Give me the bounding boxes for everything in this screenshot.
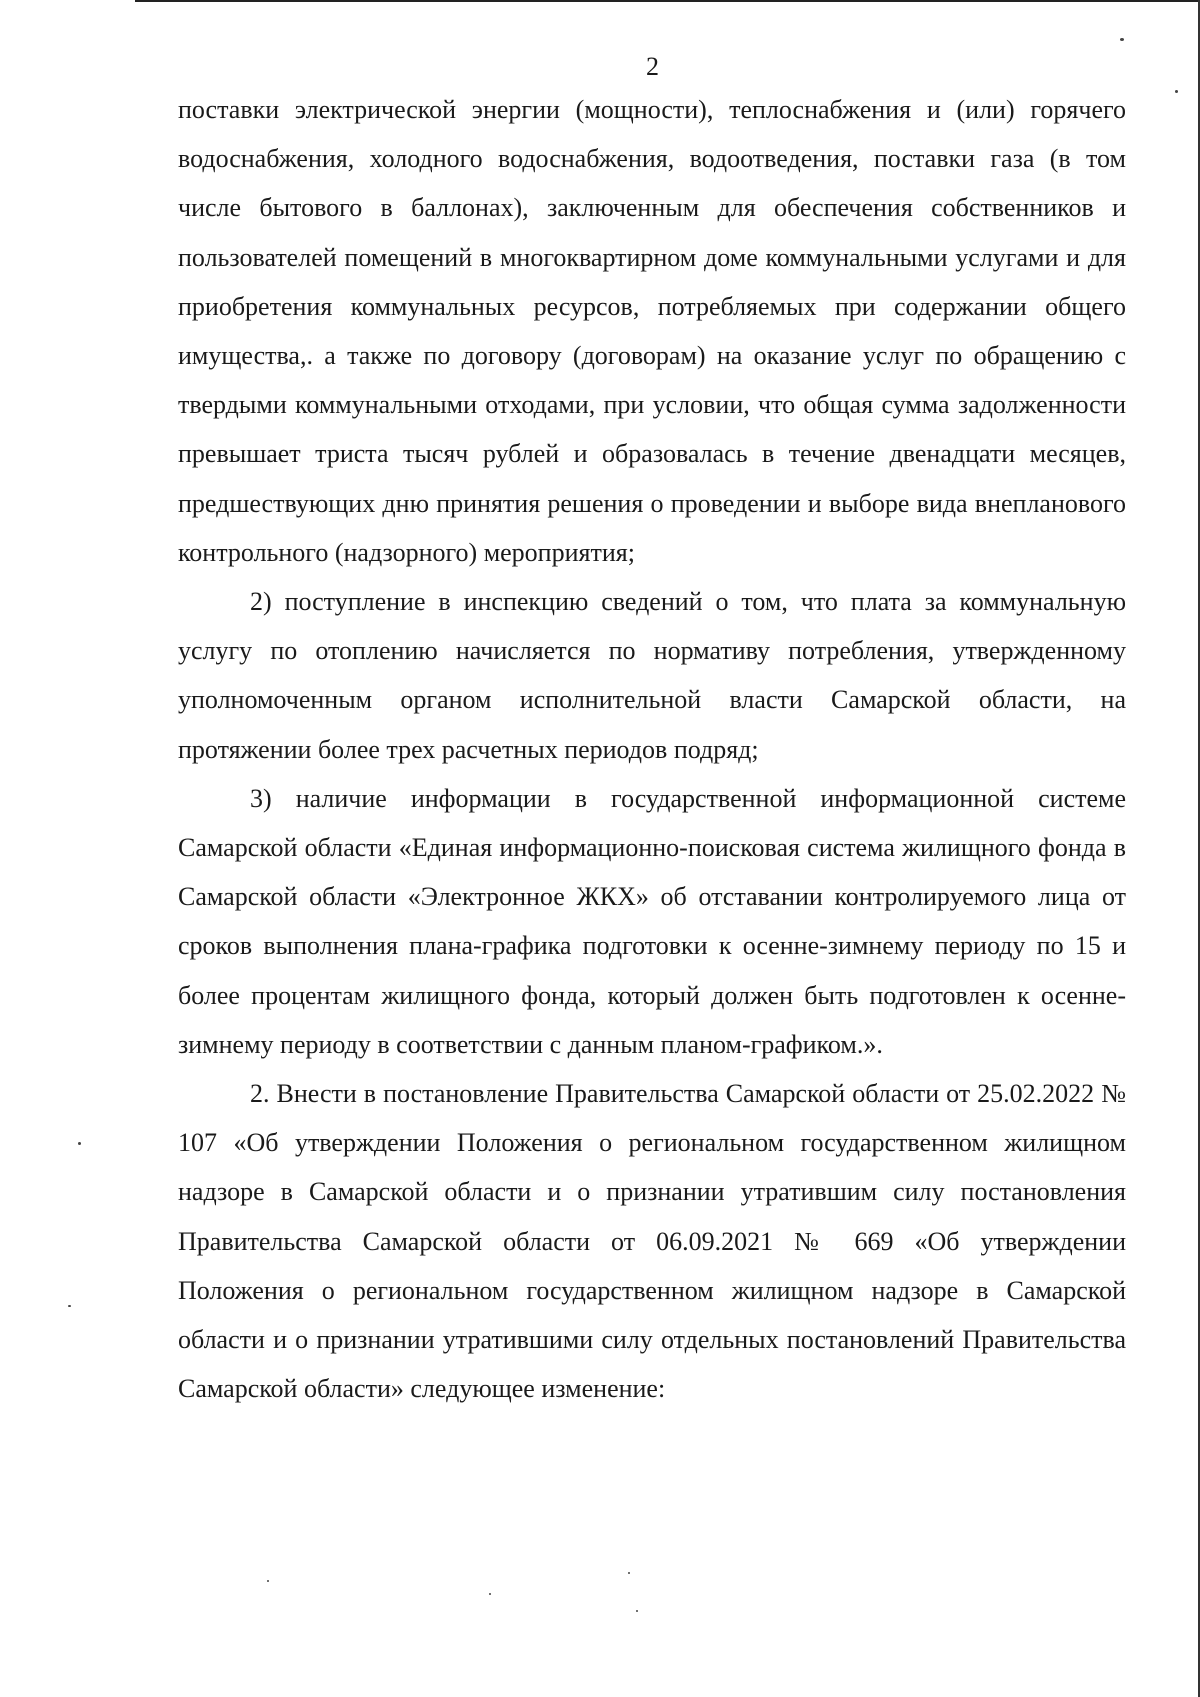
scan-speck [1175,90,1178,93]
scan-speck [489,1593,491,1595]
scan-speck [628,1572,630,1574]
paragraph-amendment: 2. Внести в постановление Правительства Самарской области от 25.02.2022 № 107 «Об утверждении Положения о региональном государственном жилищном надзоре в Самарской области и о признании утратившим силу постановления Правительства Самарской области от 06.09.2021 № 669 «Об утверждении Положения о региональном государственном жилищном надзоре в Самарской области и о признании утратившими силу отдельных постановлений Правительства Самарской области» следующее изменение: [178,1079,1126,1404]
paragraph-item-3: 3) наличие информации в государственной информационной системе Самарской области «Единая информационно-поисковая система жилищного фонда в Самарской области «Электронное ЖКХ» об отставании контролируемого лица от сроков выполнения плана-графика подготовки к осенне-зимнему периоду по 15 и более процентам жилищного фонда, который должен быть подготовлен к осенне-зимнему периоду в соответствии с данным планом-графиком.». [178,783,1126,1059]
scan-speck [1120,38,1124,41]
page-number: 2 [646,52,659,81]
scan-speck [78,1142,81,1145]
scan-speck [68,1305,71,1307]
scan-top-edge [135,0,1200,2]
paragraph-continuation: поставки электрической энергии (мощности), теплоснабжения и (или) горячего водоснабжения, холодного водоснабжения, водоотведения, поставки газа (в том числе бытового в баллонах), заключенным для обеспечения собственников и пользователей помещений в многоквартирном доме коммунальными услугами и для приобретения коммунальных ресурсов, потребляемых при содержании общего имущества,. а также по договору (договорам) на оказание услуг по обращению с твердыми коммунальными отходами, при условии, что общая сумма задолженности превышает триста тысяч рублей и образовалась в течение двенадцати месяцев, предшествующих дню принятия решения о проведении и выборе вида внепланового контрольного (надзорного) мероприятия; [178,95,1126,567]
scan-speck [267,1580,269,1582]
scan-speck [636,1610,638,1612]
paragraph-item-2: 2) поступление в инспекцию сведений о том, что плата за коммунальную услугу по отоплению начисляется по нормативу потребления, утвержденному уполномоченным органом исполнительной власти Самарской области, на протяжении более трех расчетных периодов подряд; [178,587,1126,764]
document-body [178,85,1126,1413]
